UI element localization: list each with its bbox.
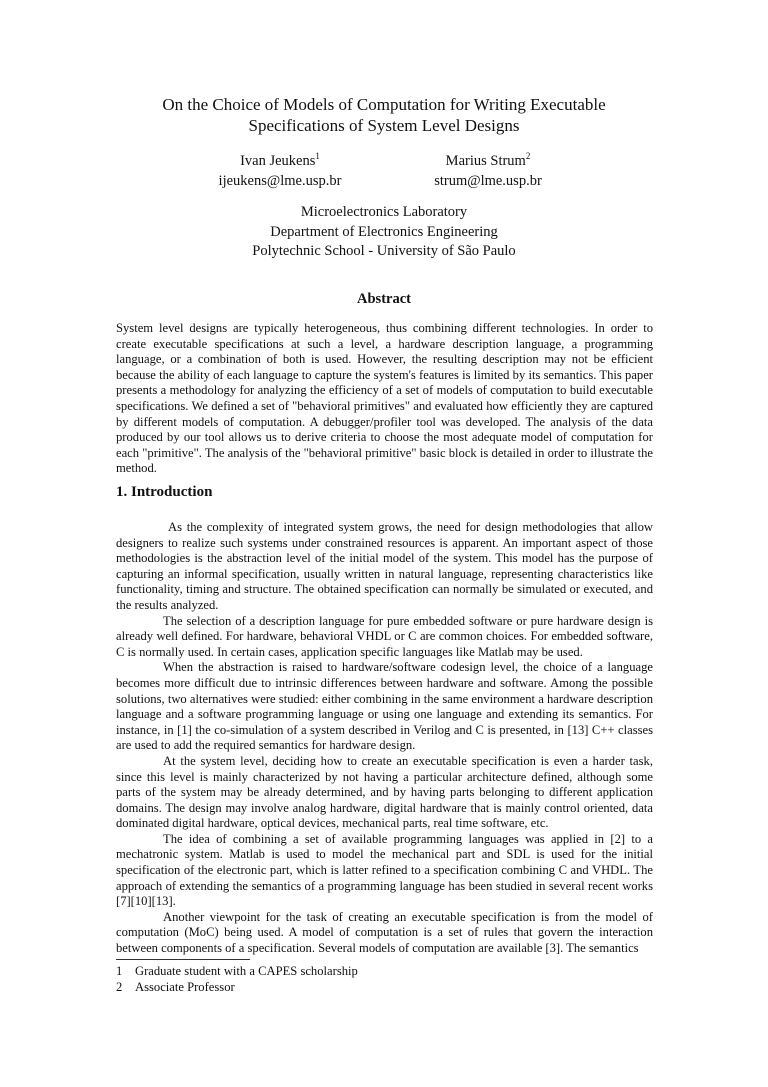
author-2-footnote-mark: 2 bbox=[525, 151, 531, 162]
footnote-2-number: 2 bbox=[116, 980, 123, 994]
section-heading-introduction: 1. Introduction bbox=[116, 484, 213, 500]
footnotes bbox=[116, 963, 358, 995]
footnote-1-number: 1 bbox=[116, 964, 123, 978]
paper-title bbox=[0, 94, 768, 136]
footnote-2-text: Associate Professor bbox=[135, 980, 235, 994]
affiliation-school: Polytechnic School - University of São Paulo bbox=[252, 243, 516, 259]
author-1-name: Ivan Jeukens bbox=[240, 153, 316, 169]
intro-paragraph-3: When the abstraction is raised to hardware/software codesign level, the choice of a language becomes more difficult due to intrinsic differences between hardware and software. Among the possible solutions, two alternatives were studied: either combining in the same environment a hardware description language and a software programming language or using one language and extending its semantics. For instance, in [1] the co-simulation of a system described in Verilog and C is presented, in [13] C++ classes are used to add the required semantics for hardware design. bbox=[116, 660, 653, 753]
title-line-1: On the Choice of Models of Computation for Writing Executable bbox=[162, 95, 606, 114]
author-2 bbox=[358, 151, 618, 191]
footnote-1-text: Graduate student with a CAPES scholarship bbox=[135, 964, 358, 978]
abstract-text: System level designs are typically heterogeneous, thus combining different technologies. In order to create executable specifications at such a level, a hardware description language, a programming language, or a combination of both is used. However, the resulting description may not be efficient because the ability of each language to capture the system's features is limited by its semantics. This paper presents a methodology for analyzing the efficiency of a set of models of computation to build executable specifications. We defined a set of "behavioral primitives" and evaluated how efficiently they are captured by different models of computation. A debugger/profiler tool was developed. The analysis of the data produced by our tool allows us to derive criteria to choose the most adequate model of computation for each "primitive". The analysis of the "behavioral primitive" basic block is detailed in order to illustrate the method. bbox=[116, 321, 653, 476]
author-1-email: ijeukens@lme.usp.br bbox=[218, 173, 342, 189]
footnote-separator bbox=[116, 959, 250, 960]
introduction-body bbox=[116, 520, 653, 957]
affiliation-lab: Microelectronics Laboratory bbox=[300, 204, 468, 220]
abstract-heading: Abstract bbox=[357, 291, 411, 307]
affiliation bbox=[0, 203, 768, 262]
author-1-footnote-mark: 1 bbox=[315, 151, 320, 162]
author-2-email: strum@lme.usp.br bbox=[434, 173, 542, 189]
footnote-1 bbox=[116, 963, 358, 979]
footnote-2 bbox=[116, 979, 358, 995]
intro-paragraph-5: The idea of combining a set of available programming languages was applied in [2] to a mechatronic system. Matlab is used to model the mechanical part and SDL is used for the initial specification of the electronic part, which is latter refined to a specification combining C and VHDL. The approach of extending the semantics of a programming language has been studied in several recent works [7][10][13]. bbox=[116, 831, 653, 909]
intro-paragraph-4: At the system level, deciding how to create an executable specification is even a harder task, since this level is mainly characterized by not having a particular architecture defined, although some parts of the system may be already determined, and by having parts belonging to different application domains. The design may involve analog hardware, digital hardware that is mainly control oriented, data dominated digital hardware, optical devices, mechanical parts, real time software, etc. bbox=[116, 753, 653, 831]
intro-paragraph-1: As the complexity of integrated system grows, the need for design methodologies that allow designers to realize such systems under constrained resources is apparent. An important aspect of those methodologies is the abstraction level of the initial model of the system. This model has the purpose of capturing an informal specification, usually written in natural language, representing characteristics like functionality, timing and structure. The obtained specification can normally be simulated or executed, and the results analyzed. bbox=[116, 520, 653, 612]
intro-paragraph-6: Another viewpoint for the task of creating an executable specification is from the model of computation (MoC) being used. A model of computation is a set of rules that govern the interaction between components of a specification. Several models of computation are available [3]. The semantics bbox=[116, 909, 653, 956]
title-line-2: Specifications of System Level Designs bbox=[248, 116, 520, 135]
affiliation-department: Department of Electronics Engineering bbox=[270, 223, 498, 240]
intro-paragraph-2: The selection of a description language for pure embedded software or pure hardware design is already well defined. For hardware, behavioral VHDL or C are common choices. For embedded software, C is normally used. In certain cases, application specific languages like Matlab may be used. bbox=[116, 613, 653, 659]
author-2-name: Marius Strum bbox=[445, 153, 526, 169]
